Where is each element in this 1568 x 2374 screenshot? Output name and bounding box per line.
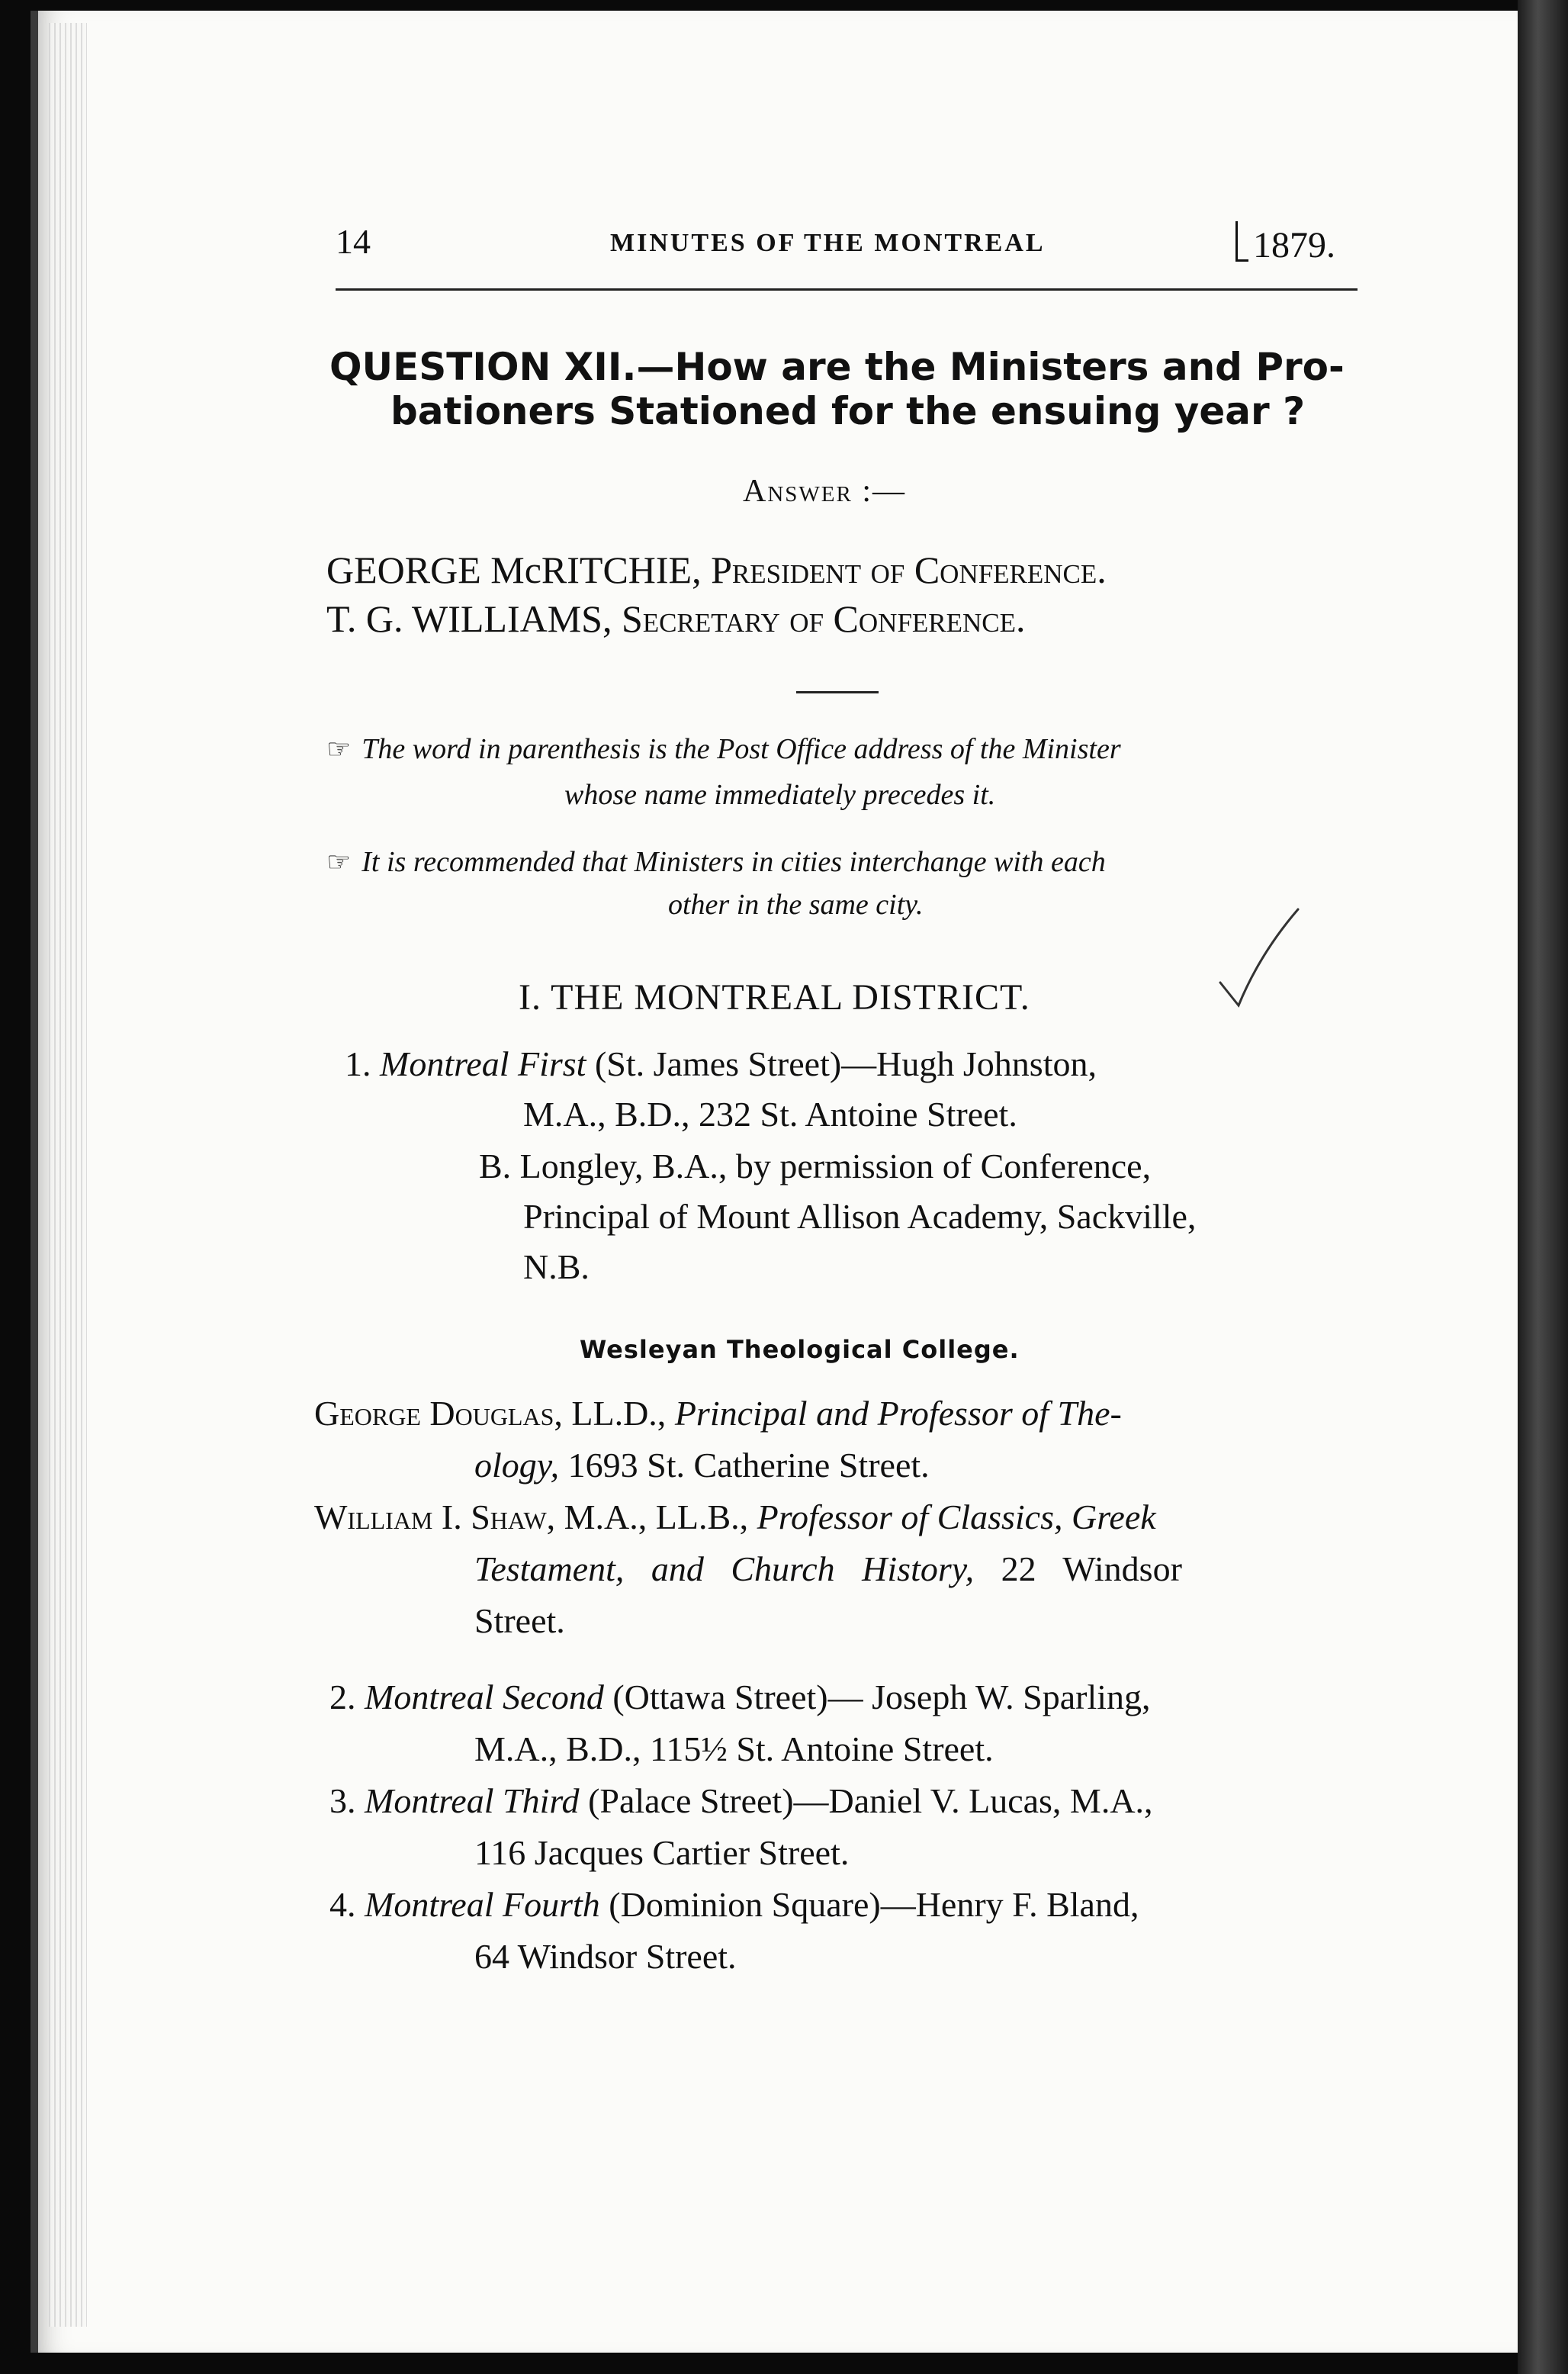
station-4-text: (Dominion Square)—Henry F. Bland, (609, 1885, 1139, 1924)
station-1-line-3: B. Longley, B.A., by permission of Conference, (479, 1147, 1152, 1185)
note-2-line-2: other in the same city. (668, 889, 924, 921)
bracket-mark (1235, 221, 1248, 262)
station-2-circuit: Montreal Second (365, 1678, 604, 1716)
book-spine (1518, 0, 1568, 2374)
shaw-line-2 (474, 1549, 1182, 1589)
shaw-title: Professor of Classics, Greek (757, 1497, 1156, 1536)
pointing-hand-icon: ☞ (326, 734, 352, 764)
checkmark-icon (1214, 900, 1306, 1022)
pointing-hand-icon: ☞ (326, 847, 352, 877)
page-edges (49, 23, 87, 2327)
question-line-2: bationers Stationed for the ensuing year ? (390, 389, 1306, 433)
note-2-text: It is recommended that Ministers in cities interchange with each (361, 846, 1106, 878)
shaw-degree: M.A., LL.B., (564, 1497, 749, 1536)
question-line-1: QUESTION XII.—How are the Ministers and Pro- (329, 345, 1345, 389)
college-heading: Wesleyan Theological College. (580, 1335, 1020, 1364)
station-3-circuit: Montreal Third (365, 1781, 580, 1820)
shaw-title-cont: Testament, and Church History, (474, 1549, 975, 1588)
secretary-title: Secretary of Conference. (622, 597, 1026, 640)
note-1-text: The word in parenthesis is the Post Office address of the Minister (361, 733, 1121, 765)
running-title: MINUTES OF THE MONTREAL (610, 229, 1046, 257)
station-4-line-2: 64 Windsor Street. (474, 1937, 737, 1976)
station-4-number: 4. (329, 1885, 356, 1924)
douglas-address: 1693 St. Catherine Street. (567, 1446, 930, 1485)
douglas-line-1 (314, 1393, 1122, 1433)
station-1-number: 1. (345, 1044, 371, 1083)
douglas-line-2 (474, 1445, 930, 1485)
header-rule (336, 288, 1358, 291)
station-1-line-4: Principal of Mount Allison Academy, Sackville, (523, 1197, 1197, 1236)
page-number: 14 (336, 222, 371, 261)
douglas-title-cont: ology, (474, 1446, 560, 1485)
note-1-line-1 (326, 732, 1121, 766)
station-3-number: 3. (329, 1781, 356, 1820)
station-4-circuit: Montreal Fourth (365, 1885, 600, 1924)
secretary-line (326, 597, 1026, 641)
station-4-line-1 (329, 1884, 1139, 1925)
douglas-degree: LL.D., (571, 1394, 667, 1433)
president-title: President of Conference. (711, 548, 1107, 591)
douglas-title: Principal and Professor of The- (674, 1394, 1122, 1433)
shaw-name: William (314, 1497, 433, 1536)
shaw-line-1 (314, 1497, 1156, 1537)
note-2-line-1 (326, 845, 1106, 879)
shaw-address: 22 Windsor (1001, 1549, 1182, 1588)
station-3-text: (Palace Street)—Daniel V. Lucas, M.A., (588, 1781, 1153, 1820)
shaw-name-2: I. Shaw, (441, 1497, 556, 1536)
station-2-text: (Ottawa Street)— Joseph W. Sparling, (612, 1678, 1151, 1716)
douglas-name: George Douglas, (314, 1394, 563, 1433)
station-1-line-2: M.A., B.D., 232 St. Antoine Street. (523, 1095, 1017, 1134)
year (1235, 221, 1335, 266)
station-2-line-2: M.A., B.D., 115½ St. Antoine Street. (474, 1729, 994, 1768)
president-name: GEORGE McRITCHIE, (326, 548, 702, 591)
secretary-name: T. G. WILLIAMS, (326, 597, 612, 640)
station-1-text: (St. James Street)—Hugh Johnston, (594, 1044, 1097, 1083)
station-3-line-2: 116 Jacques Cartier Street. (474, 1833, 850, 1872)
station-3-line-1 (329, 1780, 1153, 1821)
president-line (326, 548, 1107, 592)
section-divider (796, 691, 879, 693)
station-1-circuit: Montreal First (380, 1044, 586, 1083)
station-1-line-1 (345, 1044, 1097, 1084)
note-1-line-2: whose name immediately precedes it. (564, 779, 996, 811)
station-2-line-1 (329, 1677, 1151, 1717)
shaw-line-3: Street. (474, 1601, 565, 1640)
station-2-number: 2. (329, 1678, 356, 1716)
district-heading: I. THE MONTREAL DISTRICT. (519, 977, 1030, 1018)
station-1-line-5: N.B. (523, 1247, 590, 1286)
year-text: 1879. (1253, 225, 1335, 265)
answer-label: Answer :— (743, 474, 906, 509)
